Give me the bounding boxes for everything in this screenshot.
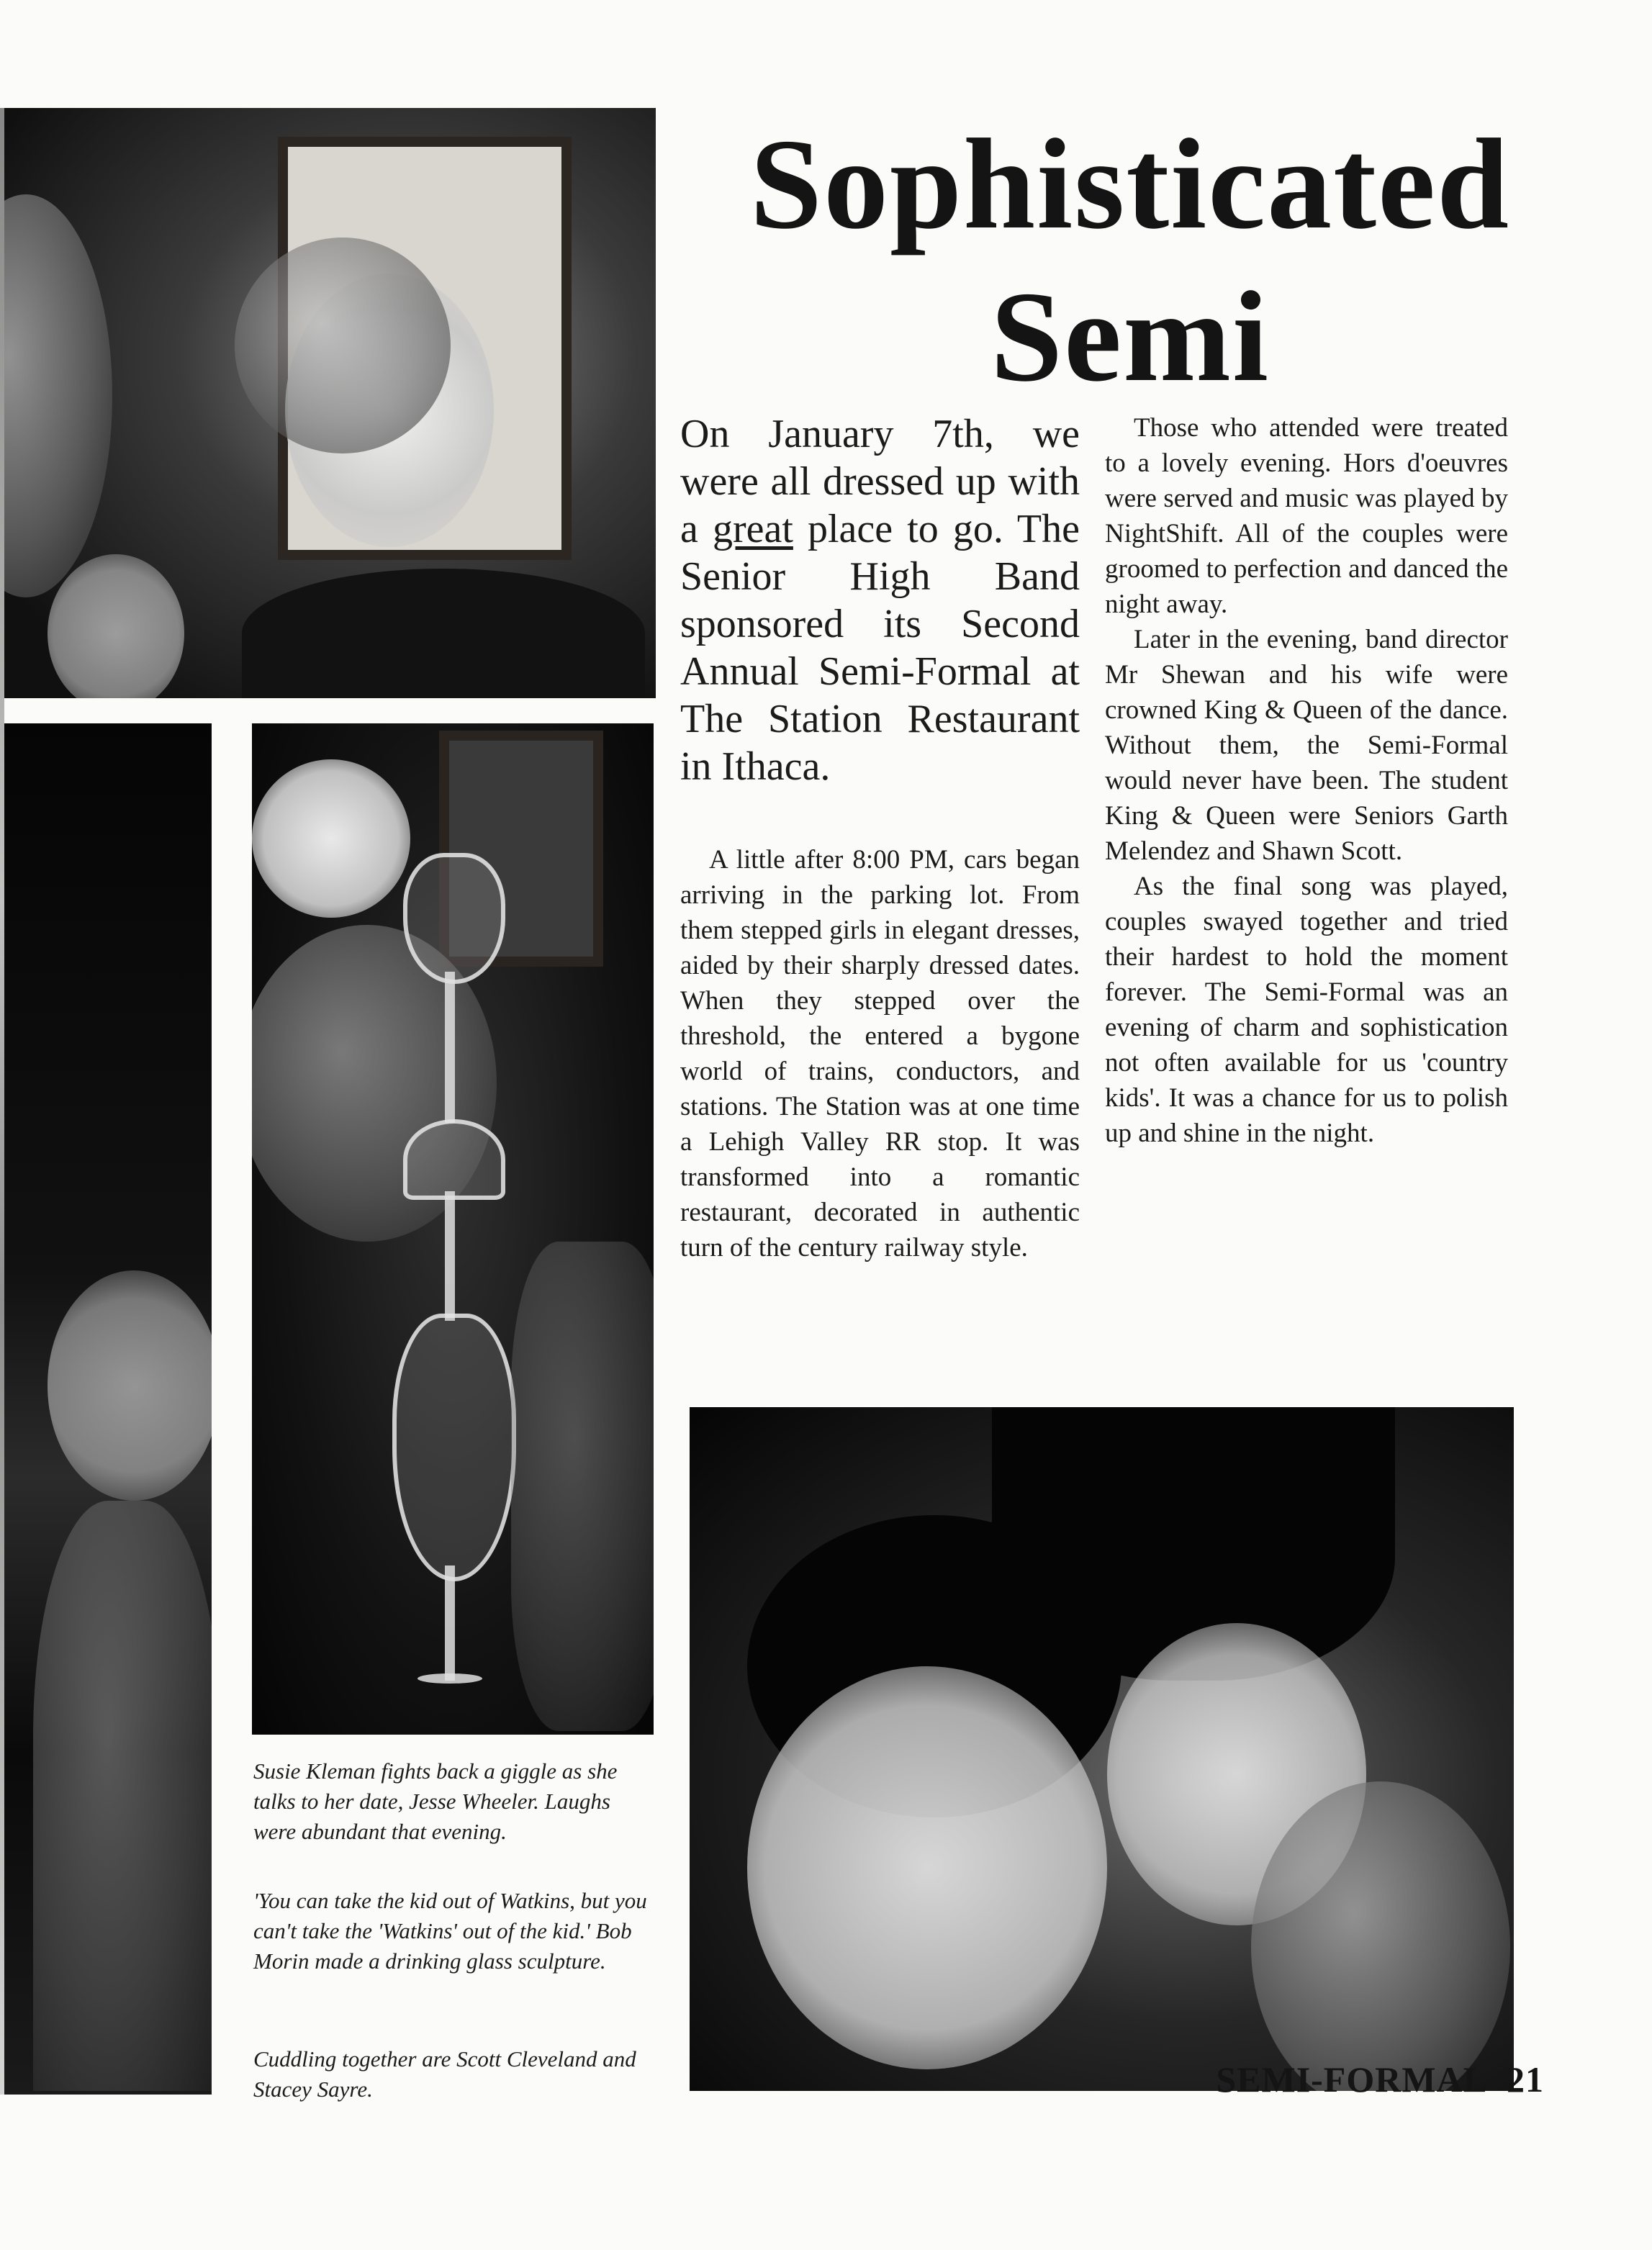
footer-section-title: SEMI-FORMAL xyxy=(1216,2059,1488,2100)
column2-paragraph-2: Later in the evening, band director Mr Shewan and his wife were crowned King & Queen of the dance. Without them, the Semi-Formal would never have been. The student King & Queen were Seniors Garth Melendez and Shawn Scott. xyxy=(1105,625,1508,866)
page-footer xyxy=(1216,2059,1544,2100)
photo-couple-cuddling xyxy=(690,1407,1514,2091)
body-column-2 xyxy=(1105,410,1508,1151)
photo-glass-sculpture xyxy=(252,723,654,1735)
body-column-1 xyxy=(680,842,1080,1265)
caption-scott-cleveland: Cuddling together are Scott Cleveland and Stacey Sayre. xyxy=(253,2046,636,2102)
column2-paragraph-3: As the final song was played, couples swayed together and tried their hardest to hold the moment forever. The Semi-Formal was an evening of charm and sophistication not often available for us 'country kids'. It was a chance for us to polish up and shine in the night. xyxy=(1105,872,1508,1148)
caption-susie-kleman: Susie Kleman fights back a giggle as she talks to her date, Jesse Wheeler. Laughs were abundant that evening. xyxy=(253,1758,618,1844)
lead-paragraph xyxy=(680,410,1080,790)
headline xyxy=(669,108,1591,413)
page-number: 21 xyxy=(1507,2059,1544,2100)
headline-line1: Sophisticated xyxy=(749,112,1511,256)
caption-bob-morin: 'You can take the kid out of Watkins, but you can't take the 'Watkins' out of the kid.' Bob Morin made a drinking glass sculpture. xyxy=(253,1888,647,1974)
photo-girl-laughing xyxy=(4,108,656,698)
lead-text-after: place to go. The Senior High Band sponsored its Second Annual Semi-Formal at The Station Restaurant in Ithaca. xyxy=(680,507,1080,789)
lead-underlined-word: great xyxy=(712,507,793,551)
headline-line2: Semi xyxy=(990,265,1270,408)
photo-young-man xyxy=(4,723,212,2095)
column1-paragraph-1: A little after 8:00 PM, cars began arriving in the parking lot. From them stepped girls in elegant dresses, aided by their sharply dressed dates. When they stepped over the threshold, the entered a bygone world of trains, conductors, and stations. The Station was at one time a Lehigh Valley RR stop. It was transformed into a romantic restaurant, decorated in authentic turn of the century railway style. xyxy=(680,845,1080,1262)
column2-paragraph-1: Those who attended were treated to a lovely evening. Hors d'oeuvres were served and music was played by NightShift. All of the couples were groomed to perfection and danced the night away. xyxy=(1105,413,1508,619)
lead-text-before: On January 7th, we were all dressed up with a xyxy=(680,412,1080,551)
